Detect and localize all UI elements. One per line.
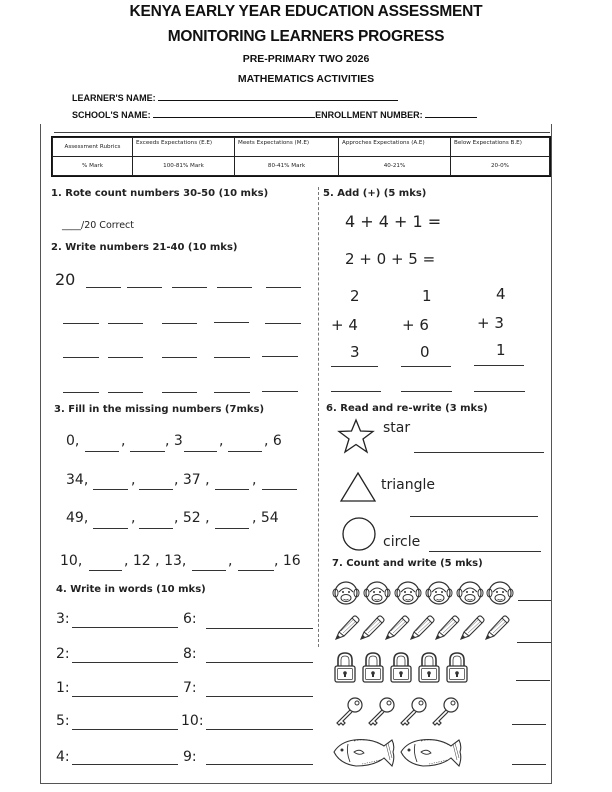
key-icon [334, 697, 464, 727]
number-label: 5: [56, 713, 70, 729]
blank[interactable] [63, 392, 99, 393]
blank[interactable] [238, 570, 274, 571]
seq-text: , 54 [252, 510, 279, 526]
blank[interactable] [162, 323, 197, 324]
word-blank[interactable] [206, 729, 313, 730]
word-blank[interactable] [72, 662, 178, 663]
fish-icon [332, 736, 467, 770]
q5-title: 5. Add (+) (5 mks) [323, 188, 427, 199]
number-label: 10: [181, 713, 204, 729]
q2-start-number: 20 [55, 270, 76, 289]
school-name-field[interactable] [72, 109, 477, 120]
rubric-cell: % Mark [53, 157, 133, 176]
count-blank[interactable] [518, 600, 551, 601]
rubric-cell: 80-41% Mark [235, 157, 339, 176]
seq-text: , 6 [264, 433, 282, 449]
answer-blank[interactable] [401, 391, 452, 392]
seq-text: , [252, 472, 257, 488]
blank[interactable] [215, 489, 249, 490]
q5-sum-2: 2 + 0 + 5 = [345, 250, 436, 268]
blank[interactable] [217, 287, 252, 288]
word-blank[interactable] [206, 764, 313, 765]
count-blank[interactable] [512, 764, 546, 765]
count-blank[interactable] [512, 724, 546, 725]
q4-title: 4. Write in words (10 mks) [56, 584, 206, 595]
title-line-2: MONITORING LEARNERS PROGRESS [167, 28, 445, 45]
rubric-header-cell: Approches Expectations (A.E) [339, 138, 451, 157]
word-blank[interactable] [72, 627, 178, 628]
word-triangle: triangle [381, 477, 435, 493]
blank[interactable] [184, 451, 217, 452]
blank[interactable] [266, 287, 301, 288]
seq-text: 0, [66, 433, 80, 449]
seq-text: , 12 , 13, [124, 553, 187, 569]
blank[interactable] [265, 323, 301, 324]
q5-sum-1: 4 + 4 + 1 = [345, 212, 442, 231]
count-blank[interactable] [517, 642, 551, 643]
addend-top: 4 [496, 285, 506, 303]
rubric-header-cell: Below Expectations B.E) [451, 138, 550, 157]
addend-third: 3 [350, 343, 360, 361]
number-label: 9: [183, 749, 197, 765]
addend-bottom: + 4 [331, 316, 358, 334]
number-label: 6: [183, 611, 197, 627]
circle-icon [341, 516, 377, 552]
rubric-cell: 20-0% [451, 157, 550, 176]
learner-name-label: LEARNER'S NAME: [72, 93, 156, 103]
rubric-cell: 100-81% Mark [133, 157, 235, 176]
q3-title: 3. Fill in the missing numbers (7mks) [54, 404, 265, 415]
blank[interactable] [63, 357, 99, 358]
frame-top-rule [54, 132, 550, 133]
enrollment-label: ENROLLMENT NUMBER: [315, 110, 423, 120]
monkey-face-icon [332, 580, 522, 606]
answer-blank[interactable] [331, 391, 381, 392]
rewrite-blank-circle[interactable] [429, 551, 541, 552]
seq-text: , [121, 433, 126, 449]
blank[interactable] [108, 357, 143, 358]
q1-answer-field[interactable]: ____/20 Correct [62, 220, 134, 231]
rubric-value-row [53, 157, 550, 176]
seq-text: , [131, 510, 136, 526]
learner-name-blank[interactable] [158, 92, 398, 101]
blank[interactable] [93, 528, 128, 529]
seq-text: , 3 [165, 433, 183, 449]
enrollment-blank[interactable] [425, 109, 477, 118]
addend-bottom: + 6 [402, 316, 429, 334]
learner-name-field[interactable] [72, 92, 398, 103]
blank[interactable] [108, 392, 143, 393]
title-line-1: KENYA EARLY YEAR EDUCATION ASSESSMENT [129, 3, 483, 20]
rubric-header-cell: Exceeds Expectations (E.E) [133, 138, 235, 157]
blank[interactable] [127, 287, 162, 288]
seq-text: 49, [66, 510, 89, 526]
padlock-icon [333, 652, 473, 684]
blank[interactable] [63, 323, 99, 324]
seq-text: , 52 , [174, 510, 210, 526]
word-blank[interactable] [206, 696, 313, 697]
number-label: 2: [56, 646, 70, 662]
rubric-cell: 40-21% [339, 157, 451, 176]
number-label: 7: [183, 680, 197, 696]
star-icon [336, 418, 376, 454]
blank[interactable] [139, 528, 173, 529]
seq-text: , 37 , [174, 472, 210, 488]
school-name-blank[interactable] [153, 109, 315, 118]
seq-text: 10, [60, 553, 83, 569]
addend-third: 1 [496, 341, 506, 359]
blank[interactable] [130, 451, 165, 452]
seq-text: , [131, 472, 136, 488]
addend-bottom: + 3 [477, 314, 504, 332]
blank[interactable] [214, 392, 250, 393]
rubric-header-cell: Assessment Rubrics [53, 138, 133, 157]
rewrite-blank-triangle[interactable] [410, 516, 538, 517]
blank[interactable] [228, 451, 262, 452]
word-blank[interactable] [72, 729, 178, 730]
q1-title: 1. Rote count numbers 30-50 (10 mks) [51, 188, 269, 199]
grade-label: PRE-PRIMARY TWO 2026 [242, 53, 370, 65]
number-label: 3: [56, 611, 70, 627]
column-divider [318, 187, 319, 647]
blank[interactable] [214, 322, 249, 323]
blank[interactable] [139, 489, 173, 490]
addend-top: 1 [422, 287, 432, 305]
sum-rule [331, 366, 378, 367]
seq-text: , [228, 553, 233, 569]
rubric-table [52, 137, 550, 176]
seq-text: , [219, 433, 224, 449]
sum-rule [474, 365, 524, 366]
word-star: star [383, 420, 411, 436]
blank[interactable] [262, 489, 297, 490]
addend-top: 2 [350, 287, 360, 305]
rubric-header-row [53, 138, 550, 157]
number-label: 4: [56, 749, 70, 765]
word-circle: circle [383, 534, 421, 550]
rubric-header-cell: Meets Expectations (M.E) [235, 138, 339, 157]
blank[interactable] [162, 357, 197, 358]
q7-title: 7. Count and write (5 mks) [332, 558, 483, 569]
q6-title: 6. Read and re-write (3 mks) [326, 403, 488, 414]
blank[interactable] [262, 356, 298, 357]
blank[interactable] [172, 287, 207, 288]
blank[interactable] [108, 323, 143, 324]
blank[interactable] [215, 528, 249, 529]
seq-text: , 16 [274, 553, 301, 569]
blank[interactable] [262, 391, 298, 392]
word-blank[interactable] [72, 764, 178, 765]
word-blank[interactable] [72, 696, 178, 697]
blank[interactable] [162, 392, 197, 393]
count-blank[interactable] [516, 680, 550, 681]
blank[interactable] [85, 451, 119, 452]
school-name-label: SCHOOL'S NAME: [72, 110, 151, 120]
addend-third: 0 [420, 343, 430, 361]
sum-rule [401, 366, 451, 367]
rewrite-blank-star[interactable] [414, 452, 544, 453]
answer-blank[interactable] [474, 391, 525, 392]
word-blank[interactable] [206, 628, 313, 629]
pencil-icon [333, 614, 513, 642]
blank[interactable] [214, 357, 250, 358]
word-blank[interactable] [206, 662, 313, 663]
blank[interactable] [86, 287, 121, 288]
q2-title: 2. Write numbers 21-40 (10 mks) [51, 242, 238, 253]
number-label: 1: [56, 680, 70, 696]
blank[interactable] [93, 489, 128, 490]
blank[interactable] [192, 570, 226, 571]
number-label: 8: [183, 646, 197, 662]
subject-label: MATHEMATICS ACTIVITIES [237, 73, 375, 85]
blank[interactable] [89, 570, 122, 571]
triangle-icon [339, 471, 377, 503]
seq-text: 34, [66, 472, 89, 488]
